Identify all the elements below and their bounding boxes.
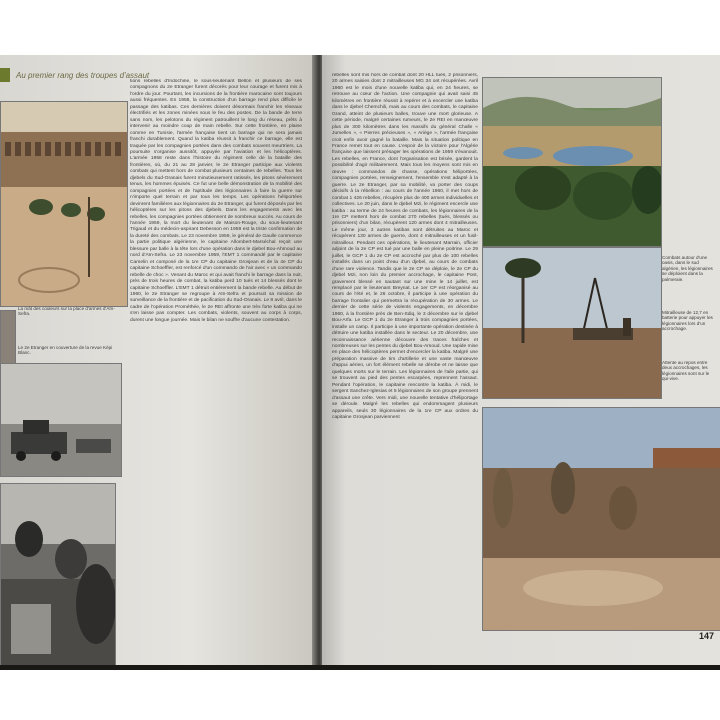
photo-legionnaires — [0, 483, 116, 665]
photo-repos-art — [483, 408, 720, 630]
caption-mitrailleuse: Mitrailleuse de 12,7 en batterie pour appuyer les légionnaires lors d'un accrochage. — [662, 310, 713, 332]
right-page — [322, 55, 720, 665]
photo-blindes — [0, 363, 122, 477]
header-title: Au premier rang des troupes d'assaut — [16, 70, 150, 80]
photo-place-armes — [0, 101, 128, 307]
photo-blindes-art — [1, 364, 121, 476]
running-header — [0, 67, 149, 83]
photo-place-armes-art — [1, 102, 127, 306]
photo-oasis — [482, 77, 662, 247]
photo-mitrailleuse-art — [483, 248, 661, 398]
photo-oasis-art — [483, 78, 661, 246]
caption-palmeraie: Combats autour d'une oasis, dans le sud algérien, les légionnaires se déploient dans la palmeraie. — [662, 255, 713, 282]
page-number: 147 — [699, 631, 715, 641]
photo-repos — [482, 407, 720, 631]
left-body-text: tions rebelles d'Indochine, le sous-lieutenant Bellon et plusieurs de ses compagnons du 2e Etranger furent décorés pour leur courage et furent mis à l'ordre du jour. Pourtant, les incursions de la frontière marocaine sont toujours aussi fréquentes. En 1958, la construction d'un barrage rend plus difficile le passage des katibas. Ces dernières doivent désormais franchir les réseaux électrifiés et les zones minées sous le feu des postes. De la bande de terre sans nom, les pelotons du régiment patrouillent le long du réseau, prêts à intervenir au moindre coup de main rebelle. Sur cette frontière, en plaine comme en Tunisie, l'armée française tient un barrage qui ne sera jamais franchi durablement. Quand la katiba réussit à franchir ce barrage, elle est traquée par les compagnies portées dans des combats souvent meurtriers. La poursuite s'organise aussitôt, appuyée par l'aviation et les hélicoptères. L'armée 1958 reste dans l'histoire du régiment celle de la bataille des frontières, où, du 21 au 28 janvier, le 2e Etranger participe aux violents combats qui mettent hors de combat plusieurs centaines de rebelles. Tous les djebels du Sud-Oranais furent minutieusement ratissés, les pitons sévèrement tenus, les hommes épuisés. Ce fut une belle démonstration de la mobilité des compagnies portées et de l'aptitude des légionnaires à faire la guerre sur n'importe quel terrain et par tous les temps. Les opérations héliportées devinrent familières aux légionnaires du 2e Etranger, qui furent déposés par les hélicoptères sur les pitons des djebels. Dans les engagements avec les rebelles, les compagnies portées obtiennent de nombreux succès. Au cours de l'année 1959, la mort du lieutenant de Maison-Rouge, du sous-lieutenant Trigaud et du médecin-aspirant Debesson en 1959 est la triste confirmation de la dureté des combats. Le 23 novembre 1959, le général de Gaulle commence la partie politique algérienne, le capitaine Allombert-Marséchal reçoit une blessure par balle à la tête lors d'une opération dans le djebel Bou-Ahmoud au nord d'Aïn-Sefra. Le 23 novembre 1959, l'EMT 1 commandé par le capitaine Camelin et composé de la 1re CP du capitaine Grosjean et de la 4e CP du capitaine Schoeffler, est renforcé d'un commando de l'air avec « un commando rebelle de choc ». Venant du Maroc et qui avait franchi le barrage dans la nuit, près de trois heures de combat, la katiba perd 10 tués et 14 blessés dont le capitaine Schoeffler. L'EMT 1 détruit entièrement la bande rebelle. Au début de 1960, le 2e Etranger se regroupe à Aïn-Sefra et poursuit sa mission de surveillance de la frontière et de pacification du Sud-Oranais. Le 8 avril, dans le cadre de l'opération Prométhée, le 2e REI affronte une très forte katiba qui ne s'en laisse pas compter. Les combats, violents, souvent au corps à corps, durent une longue journée. Mais le bilan ne souffre d'aucune contestation. — [130, 79, 302, 323]
right-body-text: rebelles sont mis hors de combat dont 20 HLL tués, 2 prisonniers, 20 armes saisies dont 2 mitrailleuses MG 34 ont récupérées. Avril 1960 est le mois d'une nouvelle katiba qui, en 24 heures, se retrouve au cœur de l'action. Une compagnie qui avait saisi 45 kilomètres en frontière réussit à repérer et à encercler une katiba dans le djebel Chemchili, mais au cours des combats, le capitaine Grand, atteint de plusieurs balles, trouve une mort glorieuse. A cette période, malgré certaines rumeurs, le 2e REI en manœuvre plus de 300 kilomètres dans les massifs du général Challe « Jumelles », « Pierres précieuses », « Ariège », l'armée française croit enfin avoir gagné la bataille. Mais la situation politique en France remet tout en cause. L'espoir de la victoire pour l'Algérie française que laissent présager les opérations de 1959 s'évanouit. Les rebelles, en France, dont l'organisation est brisée, gardent la possibilité d'agir militairement. Mais tous les moyens sont mis en œuvre : commandos de chasse, opérations héliportées, compagnies portées, renseignement, l'ensemble s'est adapté à la guerre. Le 2e Etranger, par sa mobilité, va porter des coups décisifs à la rébellion : au cours de l'année 1960, il met hors de combat 1 426 rebelles, récupère plus de 400 armes individuelles et collectives. Le 20 juin, dans le djebel Mzi, le régiment encercle une katiba : au terme de 24 heures de combats, les légionnaires de la 1re CP mettent hors de combat 270 rebelles (tués, blessés ou prisonniers) d'un bilan, récupèrent 120 armes dont 4 mitrailleuses. Le même jour, 3 autres katibas sont détruites au Maroc et récupèrent 130 armes de guerre, dont 4 mitrailleuses et un fusil-mitrailleur. Pendant ces opérations, le lieutenant Marrain, officier adjoint de la 2e CP est tué par une balle en pleine poitrine. Le 29 juillet, le GCP 1 du 2e CP est accroché par plus de 100 rebelles installés dans un point d'eau d'un djebel, au cours de combats d'une rare violence. Tandis que le 2e CP se déploie, le 2e CP du djebel Mzi, non loin du premier accrochage, le capitaine Pont, gravement blessé en sautant sur une mine le 14 juillet, est remplacé par le lieutenant Breynat. Le 1er CP est réorganisé au cours de l'été et, le 26 octobre, il participe à une opération du barrage frontalier qui permettra la récupération de 30 armes. Le dernier de cette série de violents engagements, en décembre 1960, à la frontière près de Ben-Sdiq, le 3 décembre sur le djebel Bou-Arfa. Le GCP 1 du 2e Etranger à trois compagnies portées, installe un camp. Il participe à une importante opération destinée à détruire une katiba installée dans le secteur. Le 20 décembre, une reconnaissance aérienne découvre des traces fraîches et nombreuses sur les pentes du djebel Bou-Amoud. Une rapide mise en place des hélicoptères permet d'encercler la katiba. Malgré une préparation massive de tirs d'artillerie et une vaste manœuvre d'appui aérien, un fort élément rebelle se dérobe et ne laisse que quelques morts sur le terrain. Les légionnaires de l'aile partie, qui se trouvent au pied des pentes escarpées, reprennent l'assaut. Pendant l'opération, le capitaine rencontre la katiba. À midi, le sergent Sanchez-Iglesias et 5 légionnaires de son groupe prennent d'assaut une crête. Vers midi, une nouvelle tentative d'héliportage se déroule. Malgré les rebelles qui endommagent plusieurs appareils, seuls 30 légionnaires de la 1re CP aux ordres du capitaine Grosjean parviennent — [332, 73, 478, 421]
caption-place-armes: La mât des couleurs sur la place d'armes d'Aïn-Sefra. — [18, 306, 115, 317]
caption-repos: Attente au repos entre deux accrochages, les légionnaires sont sur le qui-vive. — [662, 360, 710, 382]
photo-legionnaires-art — [1, 484, 115, 665]
header-marker — [0, 68, 10, 82]
left-page — [0, 55, 318, 665]
caption-kepi-blanc: Le 2e Etranger en couverture de la revue Képi Blanc. — [18, 345, 113, 356]
photo-mitrailleuse — [482, 247, 662, 399]
